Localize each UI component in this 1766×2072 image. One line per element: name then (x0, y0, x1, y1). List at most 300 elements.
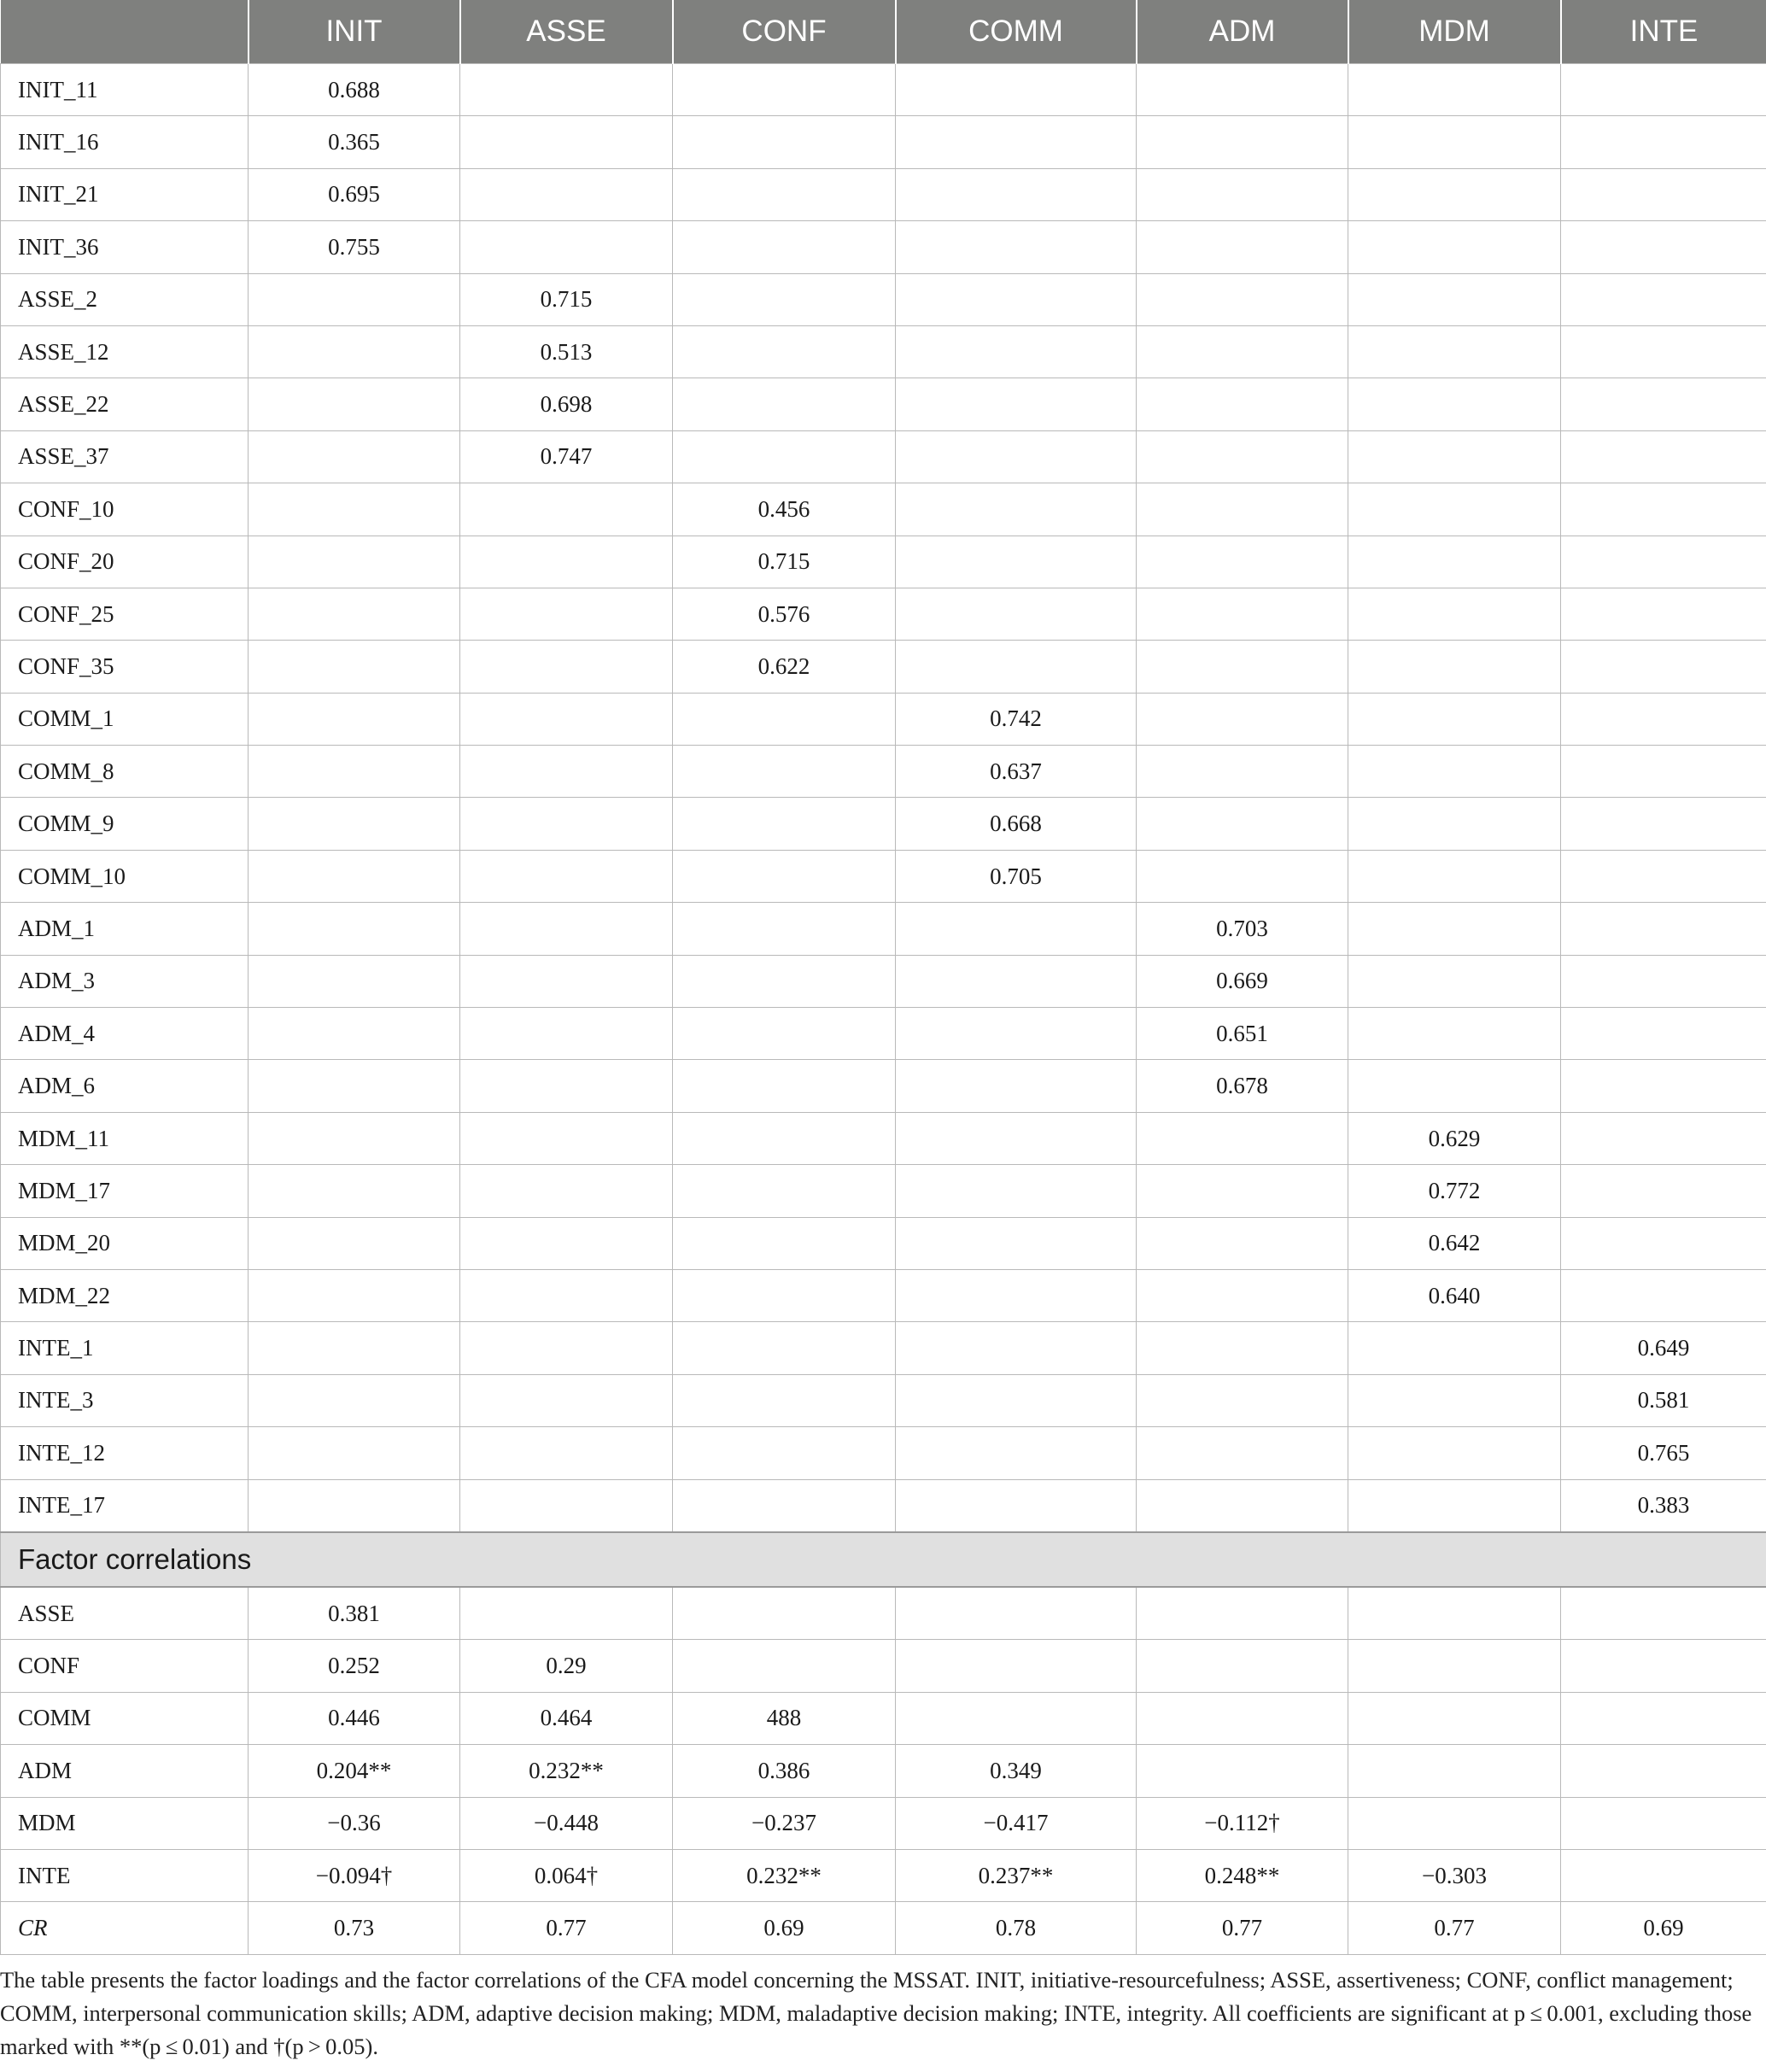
table-cell (1561, 693, 1766, 745)
table-header (1, 0, 1766, 64)
loading-row (1, 746, 1766, 798)
table-cell (1561, 116, 1766, 168)
table-cell (896, 378, 1137, 430)
table-cell (249, 430, 460, 483)
table-cell (1137, 850, 1348, 902)
table-cell (1348, 1797, 1561, 1849)
row-label: ASSE_22 (1, 378, 249, 430)
table-cell: 0.649 (1561, 1322, 1766, 1374)
table-cell (673, 1008, 896, 1060)
table-cell: 0.622 (673, 641, 896, 693)
table-cell (1561, 1587, 1766, 1640)
table-cell (1137, 273, 1348, 325)
table-cell (673, 1165, 896, 1217)
table-body (1, 64, 1766, 1955)
table-cell (1348, 1427, 1561, 1479)
table-cell (249, 378, 460, 430)
table-cell: 0.446 (249, 1692, 460, 1744)
table-cell (460, 168, 673, 220)
table-cell (249, 1374, 460, 1426)
table-cell (1561, 1692, 1766, 1744)
table-cell (460, 221, 673, 273)
table-cell (896, 536, 1137, 588)
table-cell (249, 903, 460, 955)
table-cell: 0.78 (896, 1902, 1137, 1954)
table-cell: 0.77 (460, 1902, 673, 1954)
table-cell (673, 430, 896, 483)
table-cell (1348, 693, 1561, 745)
table-cell (673, 1374, 896, 1426)
table-cell: 0.581 (1561, 1374, 1766, 1426)
row-label: CONF_10 (1, 483, 249, 536)
table-cell (673, 64, 896, 116)
table-cell (1561, 1112, 1766, 1164)
row-label: MDM_17 (1, 1165, 249, 1217)
row-label: CONF_25 (1, 588, 249, 640)
row-label: COMM_9 (1, 798, 249, 850)
table-cell: −0.237 (673, 1797, 896, 1849)
section-title: Factor correlations (1, 1532, 1766, 1587)
row-label: COMM_10 (1, 850, 249, 902)
table-cell (896, 1217, 1137, 1269)
table-cell (896, 1427, 1137, 1479)
table-cell: −0.417 (896, 1797, 1137, 1849)
table-cell: 0.715 (673, 536, 896, 588)
table-cell (1348, 168, 1561, 220)
table-cell (673, 746, 896, 798)
table-cell (896, 1269, 1137, 1321)
table-cell: 0.772 (1348, 1165, 1561, 1217)
loading-row (1, 325, 1766, 378)
table-cell: 0.232** (673, 1849, 896, 1901)
row-label: ADM_1 (1, 903, 249, 955)
table-cell (1561, 588, 1766, 640)
row-label: MDM_20 (1, 1217, 249, 1269)
table-cell (896, 325, 1137, 378)
table-cell (673, 1060, 896, 1112)
table-cell (460, 588, 673, 640)
loading-row (1, 850, 1766, 902)
correlation-row (1, 1745, 1766, 1797)
table-cell (1561, 1008, 1766, 1060)
table-cell (896, 1008, 1137, 1060)
table-cell: 0.698 (460, 378, 673, 430)
table-cell: −0.36 (249, 1797, 460, 1849)
row-label: ASSE_37 (1, 430, 249, 483)
table-cell (673, 325, 896, 378)
table-cell (1348, 1374, 1561, 1426)
table-cell (673, 693, 896, 745)
table-cell (1137, 221, 1348, 273)
table-cell (1137, 483, 1348, 536)
loading-row (1, 64, 1766, 116)
table-cell (1561, 1217, 1766, 1269)
table-cell (896, 903, 1137, 955)
row-label: INTE_17 (1, 1479, 249, 1532)
table-cell (1137, 168, 1348, 220)
table-cell (460, 746, 673, 798)
table-cell (1348, 536, 1561, 588)
header-row (1, 0, 1766, 64)
table-cell (673, 378, 896, 430)
table-cell (249, 1060, 460, 1112)
table-cell (1137, 430, 1348, 483)
table-cell (1561, 1745, 1766, 1797)
table-cell (896, 1640, 1137, 1692)
table-cell (1561, 483, 1766, 536)
table-cell (1137, 116, 1348, 168)
table-cell (460, 955, 673, 1007)
loading-row (1, 536, 1766, 588)
loading-row (1, 168, 1766, 220)
row-label: ADM_6 (1, 1060, 249, 1112)
table-cell (460, 1112, 673, 1164)
table-cell (1561, 430, 1766, 483)
table-cell: 0.349 (896, 1745, 1137, 1797)
table-cell (1348, 955, 1561, 1007)
loading-row (1, 1374, 1766, 1426)
table-cell (1348, 588, 1561, 640)
loading-row (1, 1427, 1766, 1479)
table-cell (1348, 1008, 1561, 1060)
table-cell (896, 1374, 1137, 1426)
table-cell (1348, 903, 1561, 955)
table-cell: 0.365 (249, 116, 460, 168)
table-footnote: The table presents the factor loadings and the factor correlations of the CFA model concerning the MSSAT. INIT, initiative-resourcefulness; ASSE, assertiveness; CONF, conflict management; COMM, interpersonal communication skills; ADM, adaptive decision making; MDM, maladaptive decision making; INTE, integrity. All coefficients are significant at p ≤ 0.001, excluding those marked with **(p ≤ 0.01) and †(p > 0.05). (0, 1967, 1752, 2059)
table-cell (460, 1165, 673, 1217)
table-cell (896, 1587, 1137, 1640)
table-cell (896, 430, 1137, 483)
table-cell: 0.456 (673, 483, 896, 536)
row-label: ADM_3 (1, 955, 249, 1007)
table-cell (673, 221, 896, 273)
table-cell (249, 746, 460, 798)
correlation-row (1, 1692, 1766, 1744)
row-label: ADM_4 (1, 1008, 249, 1060)
loading-row (1, 273, 1766, 325)
header-cell-init: INIT (249, 0, 460, 64)
table-cell (896, 221, 1137, 273)
table-cell (1561, 378, 1766, 430)
cr-row (1, 1902, 1766, 1954)
table-cell (896, 1322, 1137, 1374)
table-cell (1561, 850, 1766, 902)
table-cell (896, 641, 1137, 693)
table-cell (673, 1640, 896, 1692)
table-cell: −0.303 (1348, 1849, 1561, 1901)
table-cell (460, 850, 673, 902)
table-cell (249, 536, 460, 588)
table-cell (1348, 1060, 1561, 1112)
table-cell (460, 1427, 673, 1479)
table-cell (249, 325, 460, 378)
table-cell (1137, 1692, 1348, 1744)
table-cell (1561, 903, 1766, 955)
table-cell (673, 955, 896, 1007)
table-cell (1561, 641, 1766, 693)
row-label: COMM_1 (1, 693, 249, 745)
header-cell-corner (1, 0, 249, 64)
table-cell (1348, 430, 1561, 483)
table-cell (1348, 221, 1561, 273)
row-label: ASSE (1, 1587, 249, 1640)
header-cell-mdm: MDM (1348, 0, 1561, 64)
table-cell (1137, 1217, 1348, 1269)
loading-row (1, 1479, 1766, 1532)
loading-row (1, 1060, 1766, 1112)
table-cell (1348, 483, 1561, 536)
table-cell: 0.237** (896, 1849, 1137, 1901)
table-cell (1348, 64, 1561, 116)
table-cell: 0.77 (1348, 1902, 1561, 1954)
table-cell (460, 693, 673, 745)
row-label: INTE_3 (1, 1374, 249, 1426)
row-label: INIT_16 (1, 116, 249, 168)
table-cell (1348, 1479, 1561, 1532)
table-cell: −0.112† (1137, 1797, 1348, 1849)
table-cell: 0.695 (249, 168, 460, 220)
table-cell (460, 1008, 673, 1060)
table-cell: 0.747 (460, 430, 673, 483)
correlation-row (1, 1797, 1766, 1849)
table-cell (673, 1427, 896, 1479)
correlation-row (1, 1640, 1766, 1692)
table-cell (249, 1479, 460, 1532)
table-cell (1137, 1479, 1348, 1532)
table-cell (1348, 1692, 1561, 1744)
correlation-row (1, 1587, 1766, 1640)
table-cell (460, 64, 673, 116)
table-cell: 0.252 (249, 1640, 460, 1692)
table-cell: 0.29 (460, 1640, 673, 1692)
table-cell (1137, 798, 1348, 850)
table-cell (1561, 1797, 1766, 1849)
table-cell: 0.69 (673, 1902, 896, 1954)
table-cell (1561, 1269, 1766, 1321)
table-cell (1137, 1427, 1348, 1479)
row-label: INTE_12 (1, 1427, 249, 1479)
table-cell (249, 641, 460, 693)
table-cell (1137, 588, 1348, 640)
row-label: CONF_20 (1, 536, 249, 588)
table-cell (1561, 325, 1766, 378)
table-cell: 0.77 (1137, 1902, 1348, 1954)
table-cell (460, 1217, 673, 1269)
table-cell: 0.464 (460, 1692, 673, 1744)
table-cell: 0.669 (1137, 955, 1348, 1007)
table-cell (1137, 746, 1348, 798)
loading-row (1, 1008, 1766, 1060)
table-cell (460, 641, 673, 693)
loading-row (1, 116, 1766, 168)
table-cell (1561, 1640, 1766, 1692)
table-cell (1348, 325, 1561, 378)
table-cell (1348, 1322, 1561, 1374)
table-cell (460, 798, 673, 850)
table-cell (460, 1060, 673, 1112)
table-cell (1348, 116, 1561, 168)
table-cell: 0.248** (1137, 1849, 1348, 1901)
row-label: COMM_8 (1, 746, 249, 798)
table-cell: 0.629 (1348, 1112, 1561, 1164)
table-cell (460, 1374, 673, 1426)
table-cell (249, 798, 460, 850)
table-cell (460, 116, 673, 168)
row-label: CONF (1, 1640, 249, 1692)
table-cell (896, 483, 1137, 536)
table-cell (1137, 378, 1348, 430)
table-cell (1137, 1640, 1348, 1692)
table-cell (896, 116, 1137, 168)
table-cell (1137, 1587, 1348, 1640)
loading-row (1, 1269, 1766, 1321)
table-cell: 0.742 (896, 693, 1137, 745)
table-cell (673, 1112, 896, 1164)
row-label: ASSE_2 (1, 273, 249, 325)
table-cell (1137, 325, 1348, 378)
row-label: MDM (1, 1797, 249, 1849)
table-cell (1561, 746, 1766, 798)
table-cell: 0.69 (1561, 1902, 1766, 1954)
table-cell (673, 1217, 896, 1269)
table-cell (460, 536, 673, 588)
header-cell-adm: ADM (1137, 0, 1348, 64)
table-cell (896, 273, 1137, 325)
row-label: CR (1, 1902, 249, 1954)
table-cell: −0.094† (249, 1849, 460, 1901)
table-cell (673, 903, 896, 955)
row-label: CONF_35 (1, 641, 249, 693)
table-cell (249, 483, 460, 536)
row-label: ADM (1, 1745, 249, 1797)
loading-row (1, 588, 1766, 640)
table-cell (1561, 536, 1766, 588)
table-cell (249, 1165, 460, 1217)
table-cell (1561, 1849, 1766, 1901)
loading-row (1, 798, 1766, 850)
table-cell: 0.73 (249, 1902, 460, 1954)
table-cell (1348, 641, 1561, 693)
table-cell: 0.755 (249, 221, 460, 273)
table-cell (673, 273, 896, 325)
table-cell (1137, 1374, 1348, 1426)
loading-row (1, 1112, 1766, 1164)
table-cell (1561, 955, 1766, 1007)
table-cell: 0.232** (460, 1745, 673, 1797)
loading-row (1, 1322, 1766, 1374)
table-cell (673, 168, 896, 220)
table-cell (1137, 1322, 1348, 1374)
table-cell (1348, 378, 1561, 430)
table-cell (249, 1427, 460, 1479)
table-cell: 0.642 (1348, 1217, 1561, 1269)
loading-row (1, 641, 1766, 693)
row-label: ASSE_12 (1, 325, 249, 378)
table-cell (460, 1269, 673, 1321)
table-cell (1561, 64, 1766, 116)
table-cell (1137, 536, 1348, 588)
table-cell (249, 693, 460, 745)
table-cell (1137, 1745, 1348, 1797)
table-cell (249, 1269, 460, 1321)
table-cell: 488 (673, 1692, 896, 1744)
table-cell (896, 1692, 1137, 1744)
table-cell: 0.576 (673, 588, 896, 640)
loading-row (1, 955, 1766, 1007)
correlation-row (1, 1849, 1766, 1901)
table-cell (460, 903, 673, 955)
table-cell (249, 850, 460, 902)
loading-row (1, 221, 1766, 273)
table-cell: 0.668 (896, 798, 1137, 850)
table-cell: 0.715 (460, 273, 673, 325)
section-header-row (1, 1532, 1766, 1587)
table-cell: 0.381 (249, 1587, 460, 1640)
table-cell (1561, 798, 1766, 850)
table-cell: 0.064† (460, 1849, 673, 1901)
table-cell (460, 1587, 673, 1640)
table-cell (673, 850, 896, 902)
table-cell (1137, 1269, 1348, 1321)
table-cell (460, 1322, 673, 1374)
table-cell (1348, 1587, 1561, 1640)
table-cell: 0.513 (460, 325, 673, 378)
table-cell (673, 116, 896, 168)
table-cell (1137, 641, 1348, 693)
table-cell: 0.204** (249, 1745, 460, 1797)
table-cell (1137, 64, 1348, 116)
table-cell (896, 1112, 1137, 1164)
table-cell (249, 1112, 460, 1164)
table-cell (1348, 1640, 1561, 1692)
table-cell (896, 1060, 1137, 1112)
loading-row (1, 693, 1766, 745)
row-label: MDM_11 (1, 1112, 249, 1164)
table-cell (1348, 798, 1561, 850)
header-cell-inte: INTE (1561, 0, 1766, 64)
table-cell (1137, 1165, 1348, 1217)
table-cell (1561, 1165, 1766, 1217)
header-cell-comm: COMM (896, 0, 1137, 64)
table-cell (249, 955, 460, 1007)
table-cell (896, 955, 1137, 1007)
table-cell: 0.705 (896, 850, 1137, 902)
table-cell (673, 798, 896, 850)
table-cell (673, 1479, 896, 1532)
table-cell (1137, 1112, 1348, 1164)
row-label: INIT_21 (1, 168, 249, 220)
loading-row (1, 430, 1766, 483)
table-cell (896, 1479, 1137, 1532)
table-cell: 0.640 (1348, 1269, 1561, 1321)
table-cell (673, 1269, 896, 1321)
table-cell (249, 273, 460, 325)
table-cell (1137, 693, 1348, 745)
table-cell (896, 64, 1137, 116)
table-cell (1348, 273, 1561, 325)
table-cell: 0.386 (673, 1745, 896, 1797)
loading-row (1, 483, 1766, 536)
table-cell (249, 588, 460, 640)
header-cell-asse: ASSE (460, 0, 673, 64)
table-cell (1561, 168, 1766, 220)
table-cell (460, 1479, 673, 1532)
table-cell (896, 168, 1137, 220)
table-cell (1561, 1060, 1766, 1112)
table-cell: −0.448 (460, 1797, 673, 1849)
table-cell (1561, 221, 1766, 273)
table-cell (673, 1322, 896, 1374)
